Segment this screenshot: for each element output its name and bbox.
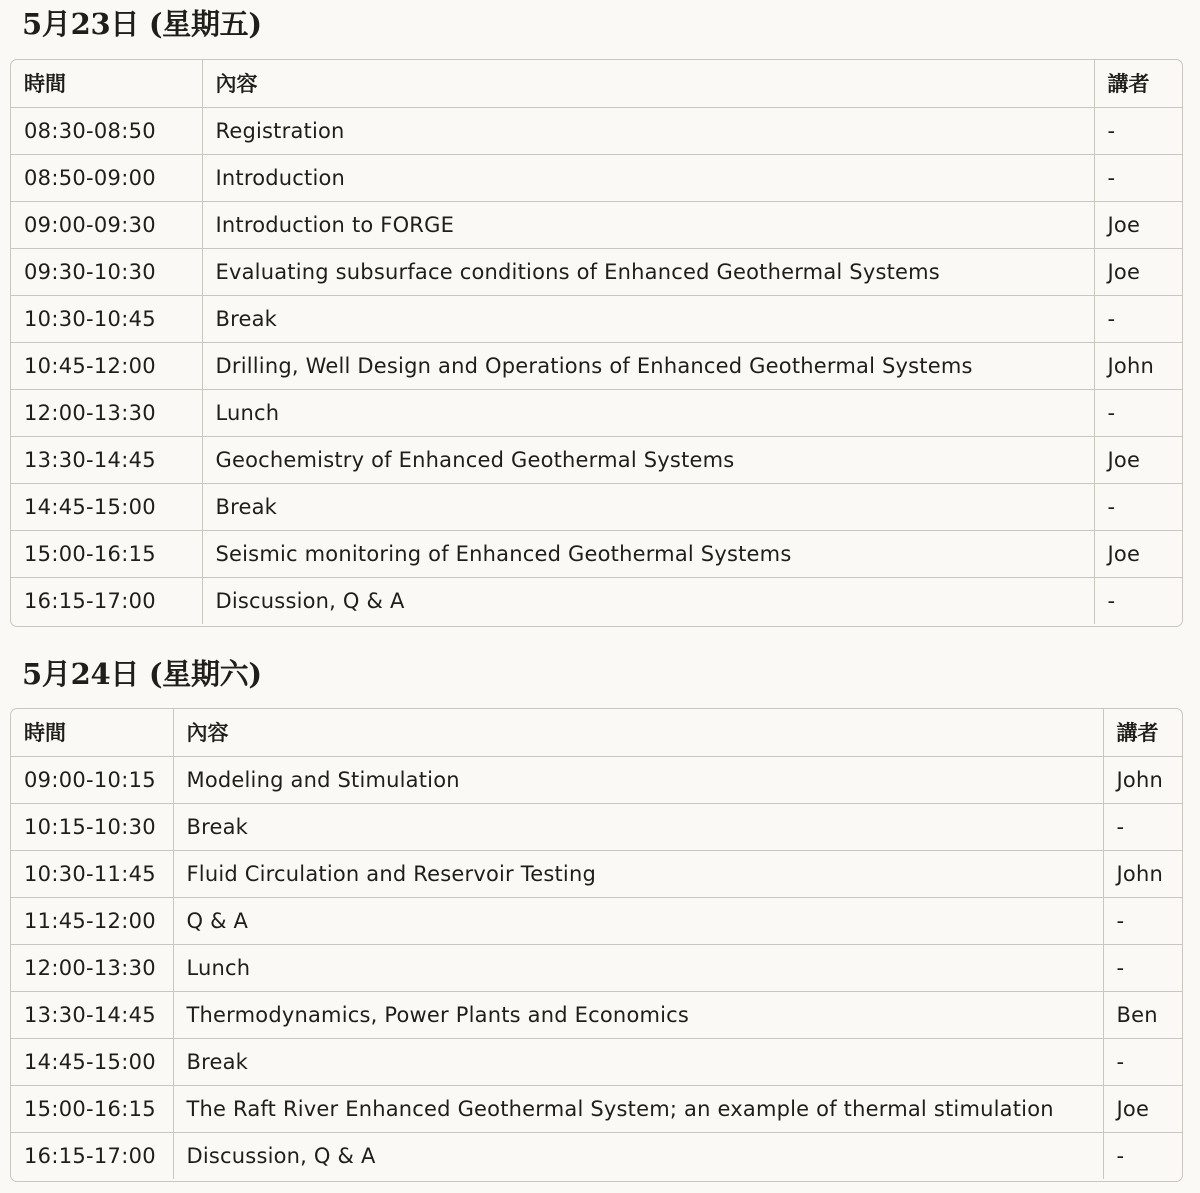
content-cell: Evaluating subsurface conditions of Enhanced Geothermal Systems (202, 248, 1094, 295)
schedule-table-grid (11, 60, 1182, 624)
speaker-cell: Joe (1094, 530, 1182, 577)
header-row (11, 60, 1182, 107)
content-cell: Modeling and Stimulation (173, 756, 1103, 803)
speaker-cell: - (1103, 897, 1182, 944)
speaker-cell: John (1103, 756, 1182, 803)
table-row (11, 1038, 1182, 1085)
table-row (11, 530, 1182, 577)
time-cell: 13:30-14:45 (11, 436, 202, 483)
speaker-cell: Joe (1094, 248, 1182, 295)
time-cell: 09:00-10:15 (11, 756, 173, 803)
content-cell: Seismic monitoring of Enhanced Geothermal Systems (202, 530, 1094, 577)
speaker-cell: Ben (1103, 991, 1182, 1038)
time-cell: 14:45-15:00 (11, 483, 202, 530)
time-cell: 11:45-12:00 (11, 897, 173, 944)
table-row (11, 897, 1182, 944)
time-cell: 16:15-17:00 (11, 577, 202, 624)
speaker-cell: - (1094, 389, 1182, 436)
content-cell: Discussion, Q & A (202, 577, 1094, 624)
table-row (11, 577, 1182, 624)
speaker-cell: Joe (1103, 1085, 1182, 1132)
table-row (11, 944, 1182, 991)
table-row (11, 295, 1182, 342)
content-cell: Registration (202, 107, 1094, 154)
table-row (11, 991, 1182, 1038)
column-header-speaker: 講者 (1094, 60, 1182, 107)
column-header-speaker: 講者 (1103, 709, 1182, 756)
content-cell: Break (173, 803, 1103, 850)
time-cell: 15:00-16:15 (11, 530, 202, 577)
speaker-cell: - (1094, 295, 1182, 342)
content-cell: Discussion, Q & A (173, 1132, 1103, 1179)
time-cell: 15:00-16:15 (11, 1085, 173, 1132)
speaker-cell: John (1103, 850, 1182, 897)
time-cell: 08:50-09:00 (11, 154, 202, 201)
speaker-cell: - (1094, 154, 1182, 201)
content-cell: Thermodynamics, Power Plants and Economics (173, 991, 1103, 1038)
table-row (11, 201, 1182, 248)
content-cell: The Raft River Enhanced Geothermal System; an example of thermal stimulation (173, 1085, 1103, 1132)
speaker-cell: - (1103, 1038, 1182, 1085)
speaker-cell: Joe (1094, 201, 1182, 248)
time-cell: 12:00-13:30 (11, 944, 173, 991)
time-cell: 14:45-15:00 (11, 1038, 173, 1085)
time-cell: 16:15-17:00 (11, 1132, 173, 1179)
table-row (11, 154, 1182, 201)
time-cell: 09:00-09:30 (11, 201, 202, 248)
time-cell: 10:45-12:00 (11, 342, 202, 389)
column-header-content: 內容 (173, 709, 1103, 756)
content-cell: Geochemistry of Enhanced Geothermal Systems (202, 436, 1094, 483)
day-heading: 5月23日 (星期五) (22, 7, 262, 41)
table-row (11, 107, 1182, 154)
content-cell: Introduction (202, 154, 1094, 201)
schedule-table (10, 59, 1183, 627)
content-cell: Break (173, 1038, 1103, 1085)
column-header-time: 時間 (11, 60, 202, 107)
table-row (11, 756, 1182, 803)
time-cell: 12:00-13:30 (11, 389, 202, 436)
column-header-content: 內容 (202, 60, 1094, 107)
table-row (11, 389, 1182, 436)
day-heading: 5月24日 (星期六) (22, 657, 262, 691)
time-cell: 10:30-10:45 (11, 295, 202, 342)
time-cell: 09:30-10:30 (11, 248, 202, 295)
content-cell: Fluid Circulation and Reservoir Testing (173, 850, 1103, 897)
content-cell: Lunch (202, 389, 1094, 436)
schedule-table-grid (11, 709, 1182, 1179)
speaker-cell: Joe (1094, 436, 1182, 483)
speaker-cell: - (1107, 588, 1116, 613)
table-row (11, 342, 1182, 389)
speaker-cell: - (1094, 107, 1182, 154)
table-row (11, 436, 1182, 483)
time-cell: 08:30-08:50 (11, 107, 202, 154)
content-cell: Break (202, 295, 1094, 342)
header-row (11, 709, 1182, 756)
speaker-cell: John (1094, 342, 1182, 389)
table-row (11, 1132, 1182, 1179)
speaker-cell: - (1116, 1143, 1125, 1168)
time-cell: 10:15-10:30 (11, 803, 173, 850)
speaker-cell: - (1103, 944, 1182, 991)
table-row (11, 850, 1182, 897)
content-cell: Break (202, 483, 1094, 530)
speaker-cell: - (1103, 803, 1182, 850)
table-row (11, 483, 1182, 530)
table-row (11, 1085, 1182, 1132)
content-cell: Q & A (173, 897, 1103, 944)
schedule-table (10, 708, 1183, 1182)
content-cell: Introduction to FORGE (202, 201, 1094, 248)
content-cell: Lunch (173, 944, 1103, 991)
table-row (11, 248, 1182, 295)
content-cell: Drilling, Well Design and Operations of Enhanced Geothermal Systems (202, 342, 1094, 389)
time-cell: 13:30-14:45 (11, 991, 173, 1038)
time-cell: 10:30-11:45 (11, 850, 173, 897)
speaker-cell: - (1094, 483, 1182, 530)
column-header-time: 時間 (11, 709, 173, 756)
table-row (11, 803, 1182, 850)
